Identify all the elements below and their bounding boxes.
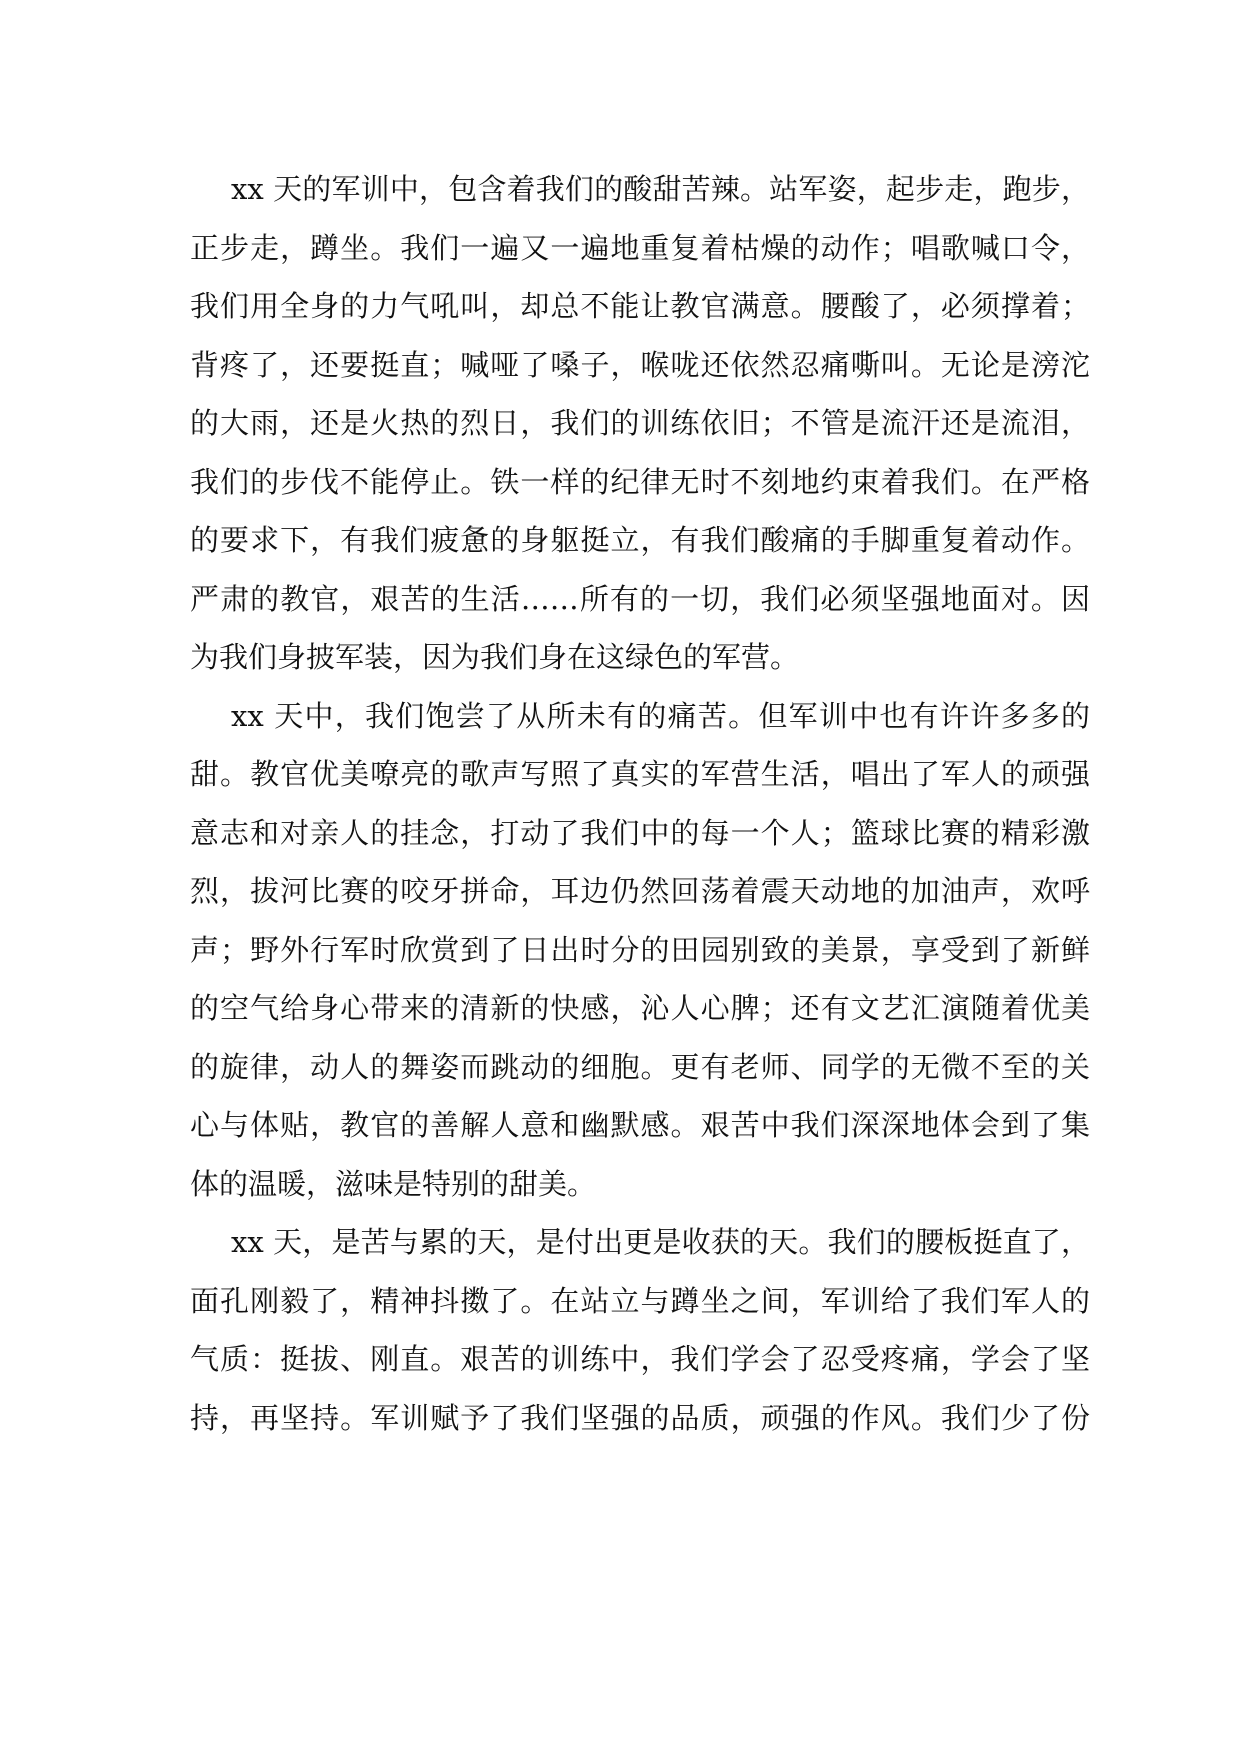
paragraph-2 [190, 687, 1090, 1214]
text-line: xx 天的军训中，包含着我们的酸甜苦辣。站军姿，起步走，跑步， [231, 172, 1090, 206]
text-line: 烈，拔河比赛的咬牙拼命，耳边仍然回荡着震天动地的加油声，欢呼 [190, 874, 1090, 908]
text-line: 的大雨，还是火热的烈日，我们的训练依旧；不管是流汗还是流泪， [190, 406, 1090, 440]
text-line: 持，再坚持。军训赋予了我们坚强的品质，顽强的作风。我们少了份 [190, 1400, 1090, 1435]
text-line: 甜。教官优美嘹亮的歌声写照了真实的军营生活，唱出了军人的顽强 [190, 757, 1090, 791]
text-line: 为我们身披军装，因为我们身在这绿色的军营。 [190, 640, 800, 674]
text-line: 面孔刚毅了，精神抖擞了。在站立与蹲坐之间，军训给了我们军人的 [190, 1283, 1090, 1318]
text-line: 的旋律，动人的舞姿而跳动的细胞。更有老师、同学的无微不至的关 [190, 1049, 1090, 1084]
paragraph-3 [190, 1213, 1090, 1447]
text-line: xx 天，是苦与累的天，是付出更是收获的天。我们的腰板挺直了， [231, 1225, 1090, 1259]
text-line: 背疼了，还要挺直；喊哑了嗓子，喉咙还依然忍痛嘶叫。无论是滂沱 [190, 347, 1090, 382]
text-line: 的要求下，有我们疲惫的身躯挺立，有我们酸痛的手脚重复着动作。 [190, 523, 1090, 557]
text-line: 严肃的教官，艰苦的生活……所有的一切，我们必须坚强地面对。因 [190, 581, 1090, 616]
text-line: 心与体贴，教官的善解人意和幽默感。艰苦中我们深深地体会到了集 [190, 1108, 1090, 1142]
text-line: xx 天中，我们饱尝了从所未有的痛苦。但军训中也有许许多多的 [231, 698, 1090, 733]
text-line: 意志和对亲人的挂念，打动了我们中的每一个人；篮球比赛的精彩激 [190, 815, 1090, 850]
text-line: 我们的步伐不能停止。铁一样的纪律无时不刻地约束着我们。在严格 [190, 464, 1090, 499]
text-line: 我们用全身的力气吼叫，却总不能让教官满意。腰酸了，必须撑着； [190, 289, 1090, 323]
text-line: 的空气给身心带来的清新的快感，沁人心脾；还有文艺汇演随着优美 [190, 991, 1090, 1025]
text-line: 体的温暖，滋味是特别的甜美。 [190, 1166, 597, 1201]
document-body [190, 160, 1090, 1447]
paragraph-1 [190, 160, 1090, 687]
text-line: 正步走，蹲坐。我们一遍又一遍地重复着枯燥的动作；唱歌喊口令， [190, 230, 1090, 265]
text-line: 声；野外行军时欣赏到了日出时分的田园别致的美景，享受到了新鲜 [190, 932, 1090, 967]
text-line: 气质：挺拔、刚直。艰苦的训练中，我们学会了忍受疼痛，学会了坚 [190, 1342, 1090, 1376]
